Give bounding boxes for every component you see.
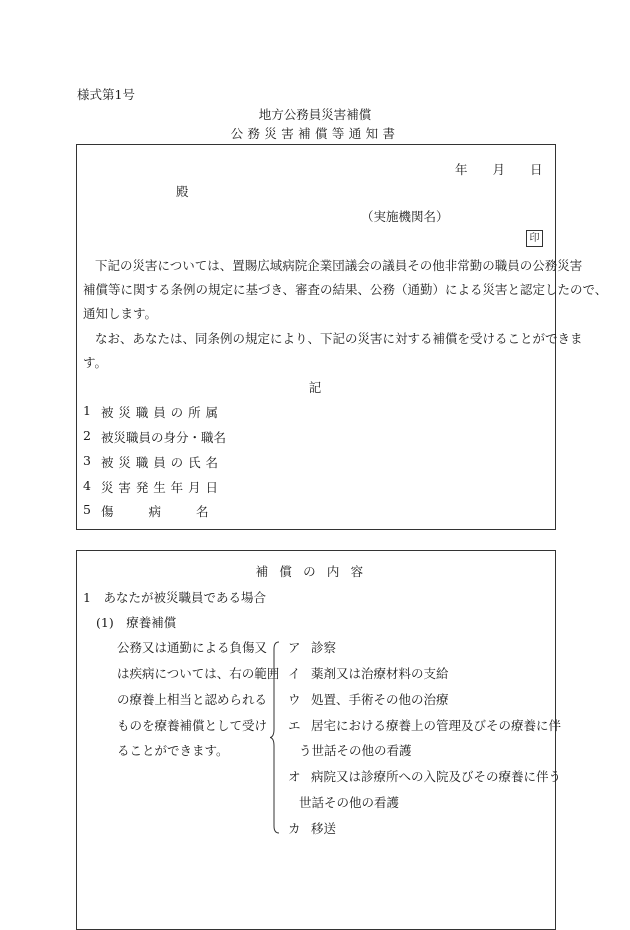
description-line: ものを療養補償として受け	[117, 718, 268, 733]
item-label: 災害発生年月日	[101, 480, 218, 495]
description-line: 公務又は通勤による負傷又	[117, 640, 268, 655]
seal-icon: 印	[526, 230, 543, 247]
paragraph2-line2: す。	[83, 355, 108, 370]
list-mark: エ	[288, 718, 301, 733]
document-title-line2: 公務災害補償等通知書	[230, 126, 400, 141]
list-text: 居宅における療養上の管理及びその療養に伴	[311, 718, 562, 733]
description-line: の療養上相当と認められる	[117, 692, 268, 707]
agency-name-label: （実施機関名）	[361, 209, 449, 224]
compensation-heading: 補償の内容	[255, 564, 375, 579]
paragraph1-line2: 補償等に関する条例の規定に基づき、審査の結果、公務（通勤）による災害と認定したので、	[83, 282, 608, 297]
document-title-line1: 地方公務員災害補償	[258, 107, 372, 122]
subsection-heading: (1) 療養補償	[96, 615, 177, 630]
list-text-continued: 世話その他の看護	[299, 795, 400, 810]
list-text: 病院又は診療所への入院及びその療養に伴う	[311, 769, 562, 784]
date-line: 年 月 日	[455, 162, 543, 177]
item-number: 4	[83, 478, 91, 493]
list-text: 処置、手術その他の治療	[311, 692, 449, 707]
brace-icon	[270, 641, 280, 834]
item-label: 被災職員の所属	[101, 405, 218, 420]
section1-heading: 1 あなたが被災職員である場合	[83, 590, 266, 605]
form-number: 様式第1号	[77, 87, 135, 102]
item-number: 3	[83, 453, 91, 468]
item-label: 被災職員の身分・職名	[101, 430, 227, 445]
ki-label: 記	[308, 380, 322, 395]
list-mark: ア	[288, 640, 301, 655]
item-number: 2	[83, 428, 91, 443]
list-text: 診察	[311, 640, 337, 655]
description-line: ることができます。	[117, 743, 229, 758]
list-mark: イ	[288, 666, 301, 681]
list-mark: オ	[288, 769, 301, 784]
list-text-continued: う世話その他の看護	[299, 743, 412, 758]
addressee-suffix: 殿	[176, 184, 189, 199]
list-mark: ウ	[288, 692, 301, 707]
compensation-box	[76, 550, 556, 930]
paragraph1-line3: 通知します。	[83, 306, 158, 321]
paragraph2-line1: なお、あなたは、同条例の規定により、下記の災害に対する補償を受けることができま	[95, 331, 583, 346]
list-text: 薬剤又は治療材料の支給	[311, 666, 449, 681]
item-label: 被災職員の氏名	[101, 455, 218, 470]
list-mark: カ	[288, 821, 301, 836]
item-label: 傷 病 名	[101, 504, 220, 519]
paragraph1-line1: 下記の災害については、置賜広域病院企業団議会の議員その他非常勤の職員の公務災害	[95, 258, 583, 273]
description-line: は疾病については、右の範囲	[117, 666, 280, 681]
item-number: 1	[83, 403, 91, 418]
list-text: 移送	[311, 821, 337, 836]
item-number: 5	[83, 502, 91, 517]
